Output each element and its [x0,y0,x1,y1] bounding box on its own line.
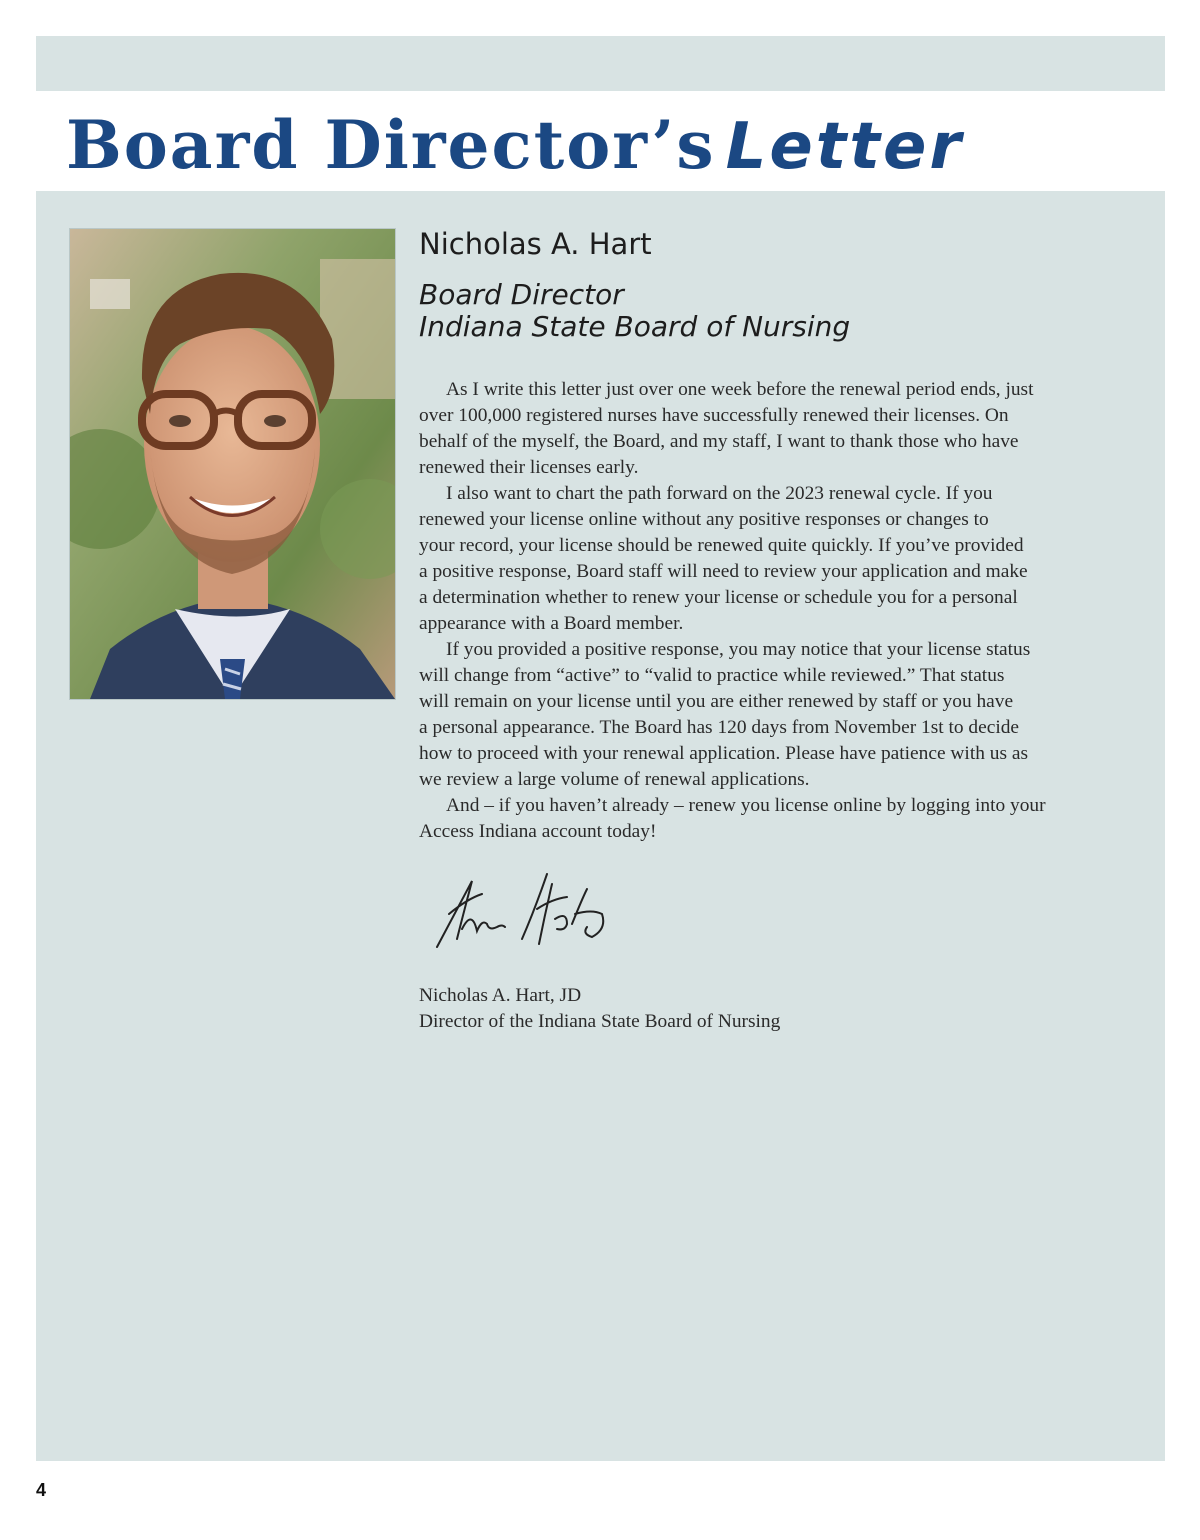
handwritten-signature [427,869,617,959]
signature-strokes [427,869,617,959]
page-title-bold: Board Director’s [66,106,716,184]
letter-body [419,377,1119,845]
signoff-name: Nicholas A. Hart, JD [419,985,582,1006]
letter-line: how to proceed with your renewal application. Please have patience with us as [419,743,1028,764]
page-title-italic: Letter [725,110,964,184]
letter-line: your record, your license should be renewed quite quickly. If you’ve provided [419,535,1024,556]
author-role: Board Director [419,278,624,311]
letter-line: renewed your license online without any positive responses or changes to [419,509,989,530]
author-name: Nicholas A. Hart [419,227,652,261]
letter-line: If you provided a positive response, you may notice that your license status [446,639,1031,660]
letter-line: behalf of the myself, the Board, and my staff, I want to thank those who have [419,431,1019,452]
letter-line: will remain on your license until you are either renewed by staff or you have [419,691,1014,712]
letter-line: over 100,000 registered nurses have successfully renewed their licenses. On [419,405,1009,426]
letter-line: a determination whether to renew your license or schedule you for a personal [419,587,1018,608]
letter-line: we review a large volume of renewal applications. [419,769,810,790]
author-organization: Indiana State Board of Nursing [419,310,851,343]
letter-line: a positive response, Board staff will need to review your application and make [419,561,1028,582]
letter-column [419,225,1119,1035]
top-color-band [36,36,1165,91]
sign-off [419,983,1119,1035]
letter-line: will change from “active” to “valid to practice while reviewed.” That status [419,665,1005,686]
page-title [66,100,964,190]
page-number: 4 [36,1480,47,1500]
letter-line: And – if you haven’t already – renew you license online by logging into your [446,795,1046,816]
signoff-title: Director of the Indiana State Board of Nursing [419,1011,781,1032]
letter-panel [36,191,1165,1461]
letter-line: As I write this letter just over one week before the renewal period ends, just [446,379,1034,400]
letter-line: appearance with a Board member. [419,613,684,634]
portrait-photo [69,228,396,700]
letter-line: renewed their licenses early. [419,457,639,478]
portrait-illustration [70,229,395,699]
letter-line: Access Indiana account today! [419,821,657,842]
letter-line: a personal appearance. The Board has 120 days from November 1st to decide [419,717,1020,738]
letter-line: I also want to chart the path forward on the 2023 renewal cycle. If you [446,483,993,504]
